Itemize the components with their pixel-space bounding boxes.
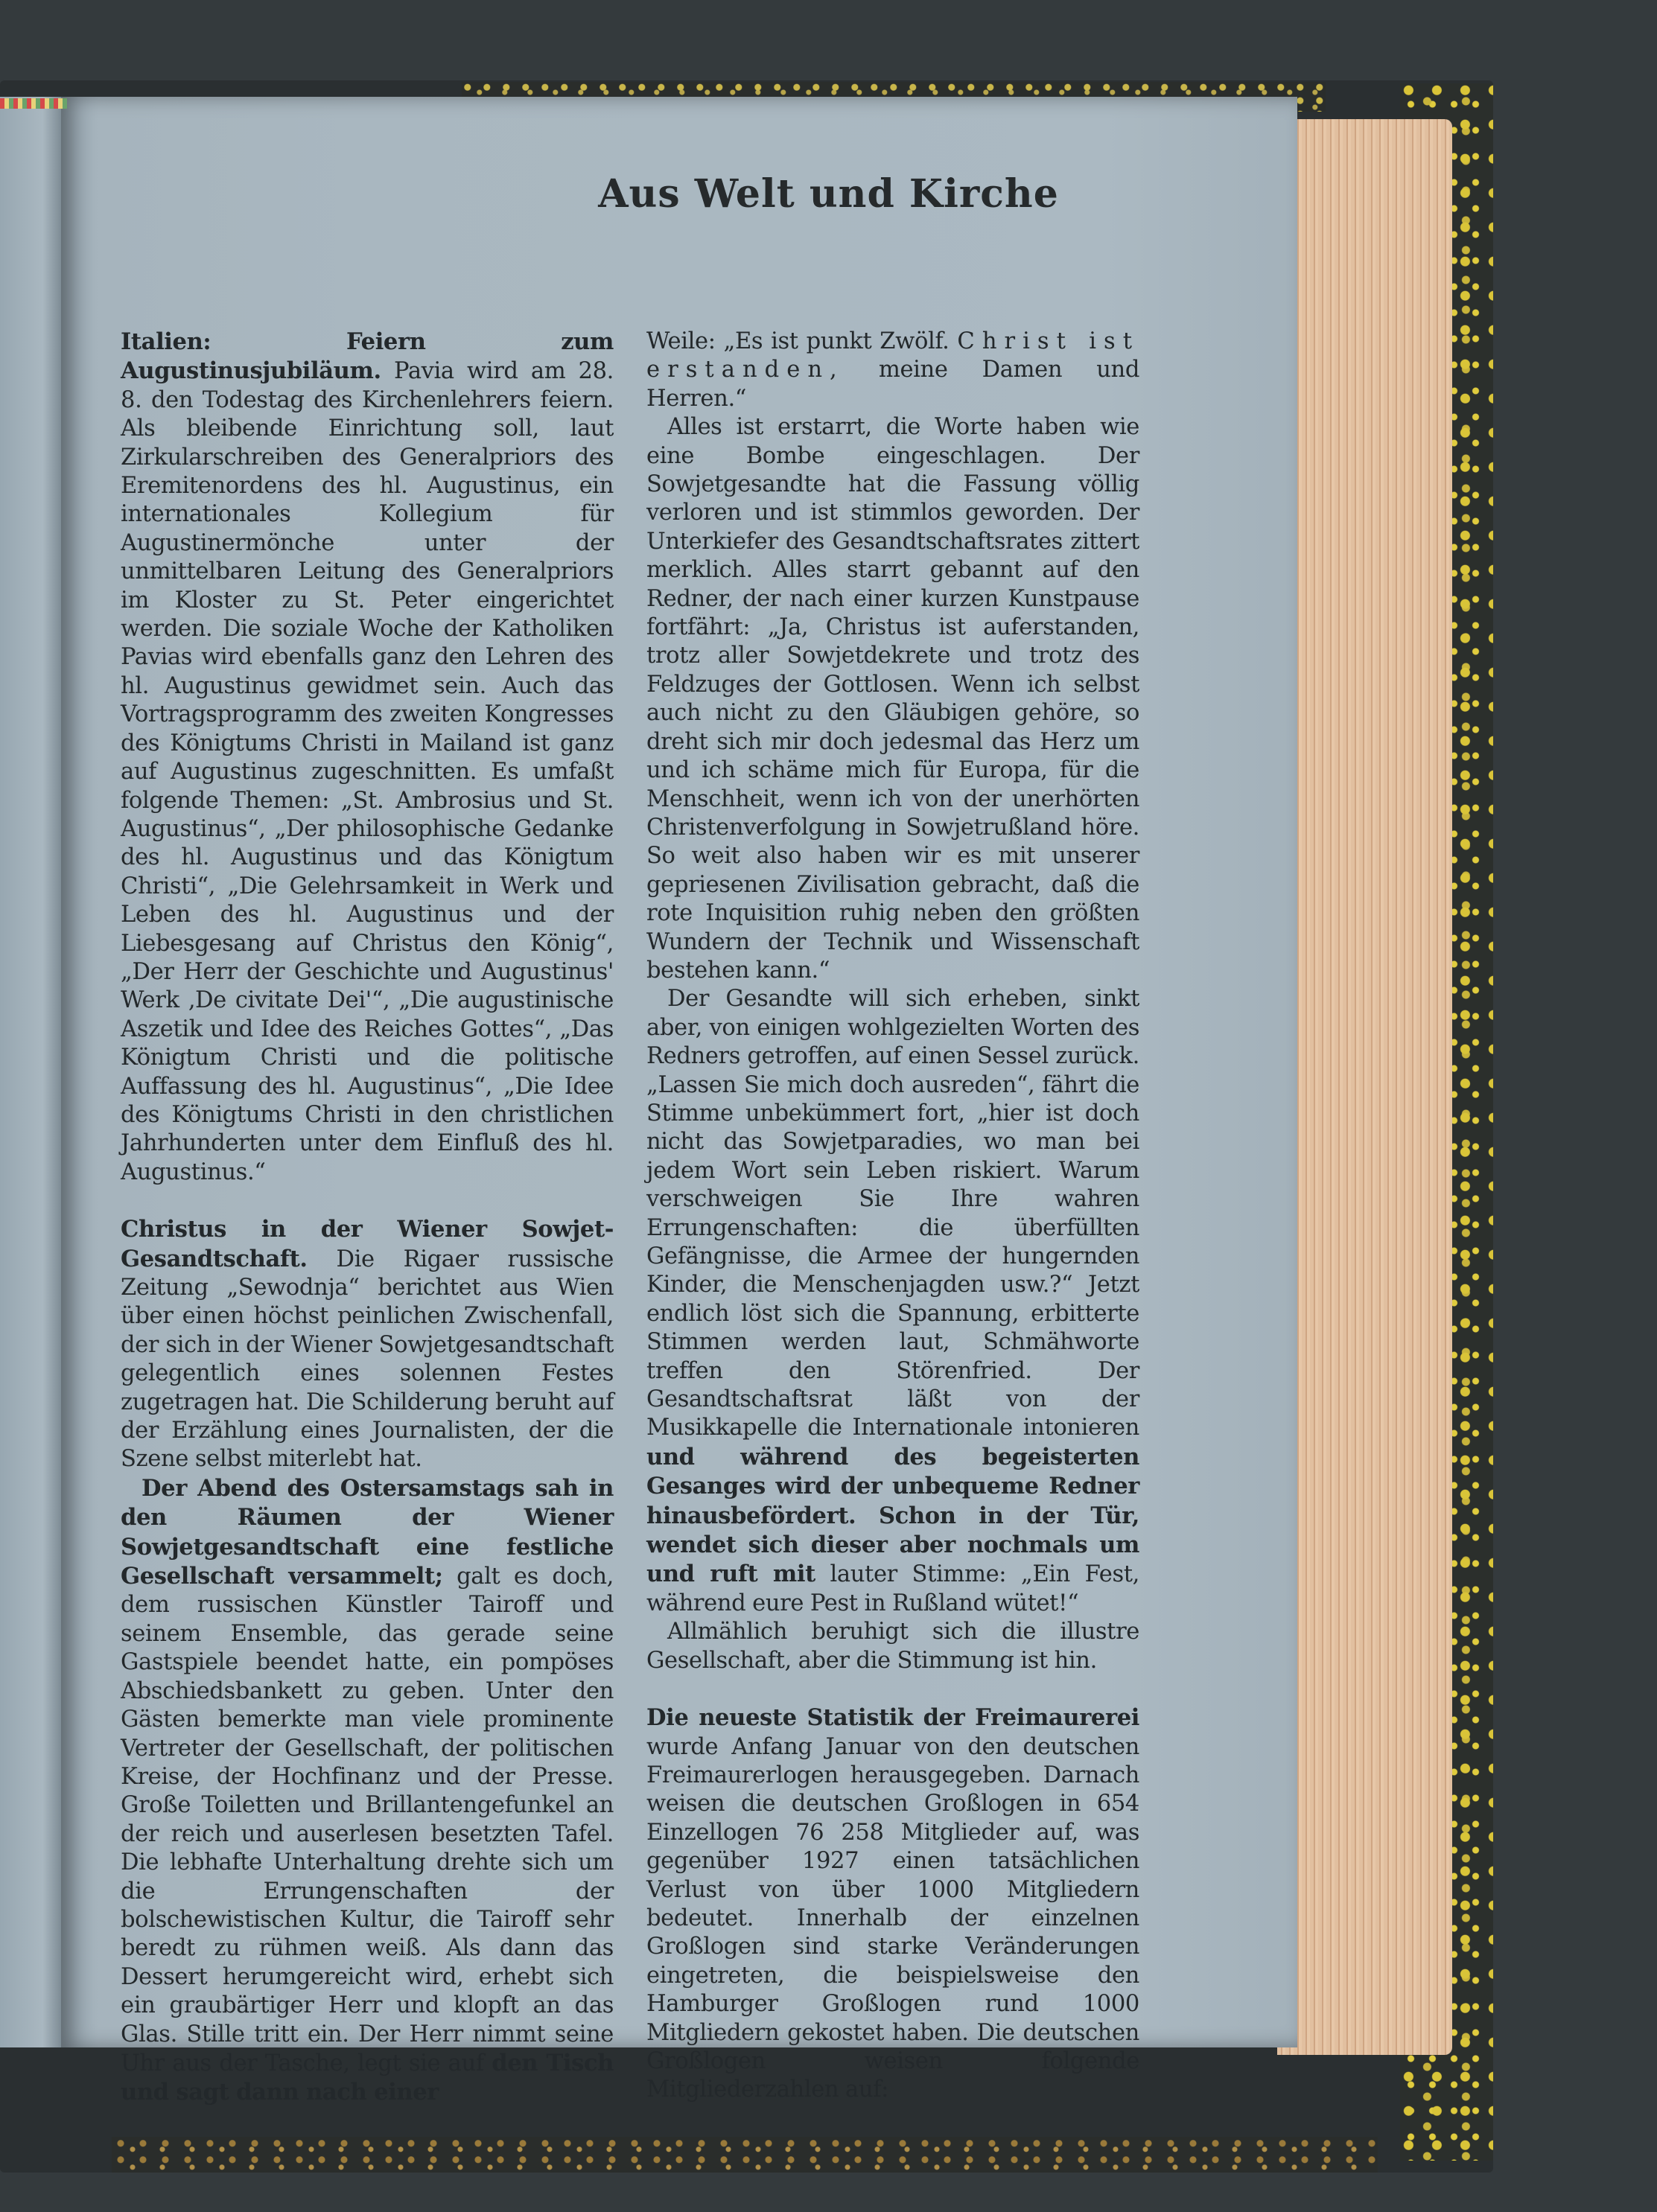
p3-end: lauter Stimme: „Ein Fest, während eure Pest in Rußland wütet!“ [646,1561,1139,1616]
article-text-italien: Pavia wird am 28. 8. den Todestag des Kirchenlehrers feiern. Als bleibende Einrichtung soll, laut Zirkularschreiben des Generalpriors des Eremitenordens des hl. Augustinus, ein internationales Kollegium für Augustinermönche unter der unmittelbaren Leitung des Generalpriors im Kloster zu St. Peter eingerichtet werden. Die soziale Woche der Katholiken Pavias wird ebenfalls ganz den Lehren des hl. Augustinus gewidmet sein. Auch das Vortragsprogramm des zweiten Kongresses des Königtums Christi in Mailand ist ganz auf Augustinus zugeschnitten. Es umfaßt folgende Themen: „St. Ambrosius und St. Augustinus“, „Der philosophische Gedanke des hl. Augustinus und das Königtum Christi“, „Die Gelehrsamkeit in Werk und Leben des hl. Augustinus und der Liebesgesang auf Christus den König“, „Der Herr der Geschichte und Augustinus' Werk ‚De civitate Dei'“, „Die augustinische Aszetik und Idee des Reiches Gottes“, „Das Königtum Christi und die politische Auffassung des hl. Augustinus“, „Die Idee des Königtums Christi in den christlichen Jahrhunderten unter dem Einfluß des hl. Augustinus.“ [121,358,614,1185]
right-column [646,328,1139,2105]
page-edges [1277,119,1452,2055]
previous-page-edge [0,97,61,2047]
article-heading-italien: Italien: Feiern zum Augustinusjubiläum. [121,328,614,385]
wien-text-2: galt es doch, dem russischen Künstler Tairoff und seinem Ensemble, das gerade seine Gastspiele beendet hatte, ein pompöses Abschiedsbankett zu geben. Unter den Gästen bemerkte man viele prominente Vertreter der Gesellschaft, der politischen Kreise, der Hochfinanz und der Presse. Große Toiletten und Brillantengefunkel an der reich und auserlesen besetzten Tafel. Die lebhafte Unterhaltung drehte sich um die Errungenschaften der bolschewistischen Kultur, die Tairoff sehr beredt zu rühmen weiß. Als dann das Dessert herumgereicht wird, erhebt sich ein graubärtiger Herr und klopft an das Glas. Stille tritt ein. Der Herr nimmt seine Uhr aus der Tasche, legt sie auf [121,1564,614,2076]
quote-end: meine Damen und Herren.“ [646,357,1139,412]
quote-start: Weile: „Es ist punkt Zwölf. [646,328,950,354]
left-column [121,328,614,2108]
article-wien-paragraph-2 [121,1474,614,2108]
cover-marbling-bottom [112,2137,1378,2173]
article-heading-freimaurerei: Die neueste Statistik der Freimaurerei [646,1704,1139,1732]
bookmark-stripe [0,98,67,109]
wien-bold-text: Der Abend des Ostersamstags sah in den Räumen der Wiener Sowjetgesandtschaft eine festliche Gesellschaft versammelt; [121,1474,614,1590]
paragraph-4: Allmählich beruhigt sich die illustre Gesellschaft, aber die Stimmung ist hin. [646,1619,1139,1674]
p3-bold: und während des begeisterten Gesanges wird der unbequeme Redner hinausbefördert. Schon in der Tür, wendet sich dieser aber nochmals um und ruft mit [646,1443,1139,1588]
p3-text: Der Gesandte will sich erheben, sinkt aber, von einigen wohlgezielten Worten des Redners getroffen, auf einen Sessel zurück. „Lassen Sie mich doch ausreden“, fährt die Stimme unbekümmert fort, „hier ist doch nicht das Sowjetparadies, wo man bei jedem Wort sein Leben riskiert. Warum verschweigen Sie Ihre wahren Errungenschaften: die überfüllten Gefängnisse, die Armee der hungernden Kinder, die Menschenjagden usw.?“ Jetzt endlich löst sich die Spannung, erbitterte Stimmen werden laut, Schmähworte treffen den Störenfried. Der Gesandtschaftsrat läßt von der Musikkapelle die Internationale intonieren [646,986,1139,1441]
article-text-wien: Die Rigaer russische Zeitung „Sewodnja“ berichtet aus Wien über einen höchst peinlichen Zwischenfall, der sich in der Wiener Sowjetgesandtschaft gelegentlich eines solennen Festes zugetragen hat. Die Schilderung beruht auf der Erzählung eines Journalisten, der die Szene selbst miterlebt hat. [121,1246,614,1473]
article-freimaurerei [646,1703,1139,2105]
article-text-freimaurerei: wurde Anfang Januar von den deutschen Freimaurerlogen herausgegeben. Darnach weisen die deutschen Großlogen in 654 Einzellogen 76 258 Mitglieder auf, was gegenüber 1927 einen tatsächlichen Verlust von über 1000 Mitgliedern bedeutet. Innerhalb der einzelnen Großlogen sind starke Veränderungen eingetreten, die beispielsweise den Hamburger Großlogen rund 1000 Mitgliedern gekostet haben. Die deutschen Großlogen weisen folgende Mitgliederzahlen auf: [646,1733,1139,2103]
quote-paragraph [646,328,1139,413]
page-title: Aus Welt und Kirche [598,171,1059,217]
quote-spaced: Christ ist erstanden, [646,328,1139,383]
article-wien [121,1215,614,1474]
wien-bold-end: den Tisch und sagt dann nach einer [121,2049,614,2106]
paragraph-2: Alles ist erstarrt, die Worte haben wie eine Bombe eingeschlagen. Der Sowjetgesandte hat die Fassung völlig verloren und ist stimmlos geworden. Der Unterkiefer des Gesandtschaftsrates zittert merklich. Alles starrt gebannt auf den Redner, der nach einer kurzen Kunstpause fortfährt: „Ja, Christus ist auferstanden, trotz aller Sowjetdekrete und trotz des Feldzuges der Gottlosen. Wenn ich selbst auch nicht zu den Gläubigen gehöre, so dreht sich mir doch jedesmal das Herz um und ich schäme mich für Europa, für die Menschheit, wenn ich von der unerhörten Christenverfolgung in Sowjetrußland höre. So weit also haben wir es mit unserer gepriesenen Zivilisation gebracht, daß die rote Inquisition ruhig neben den größten Wundern der Technik und Wissenschaft bestehen kann.“ [646,414,1139,984]
article-italien [121,328,614,1187]
article-heading-wien: Christus in der Wiener Sowjet-Gesandtschaft. [121,1216,614,1272]
paragraph-3 [646,985,1139,1618]
